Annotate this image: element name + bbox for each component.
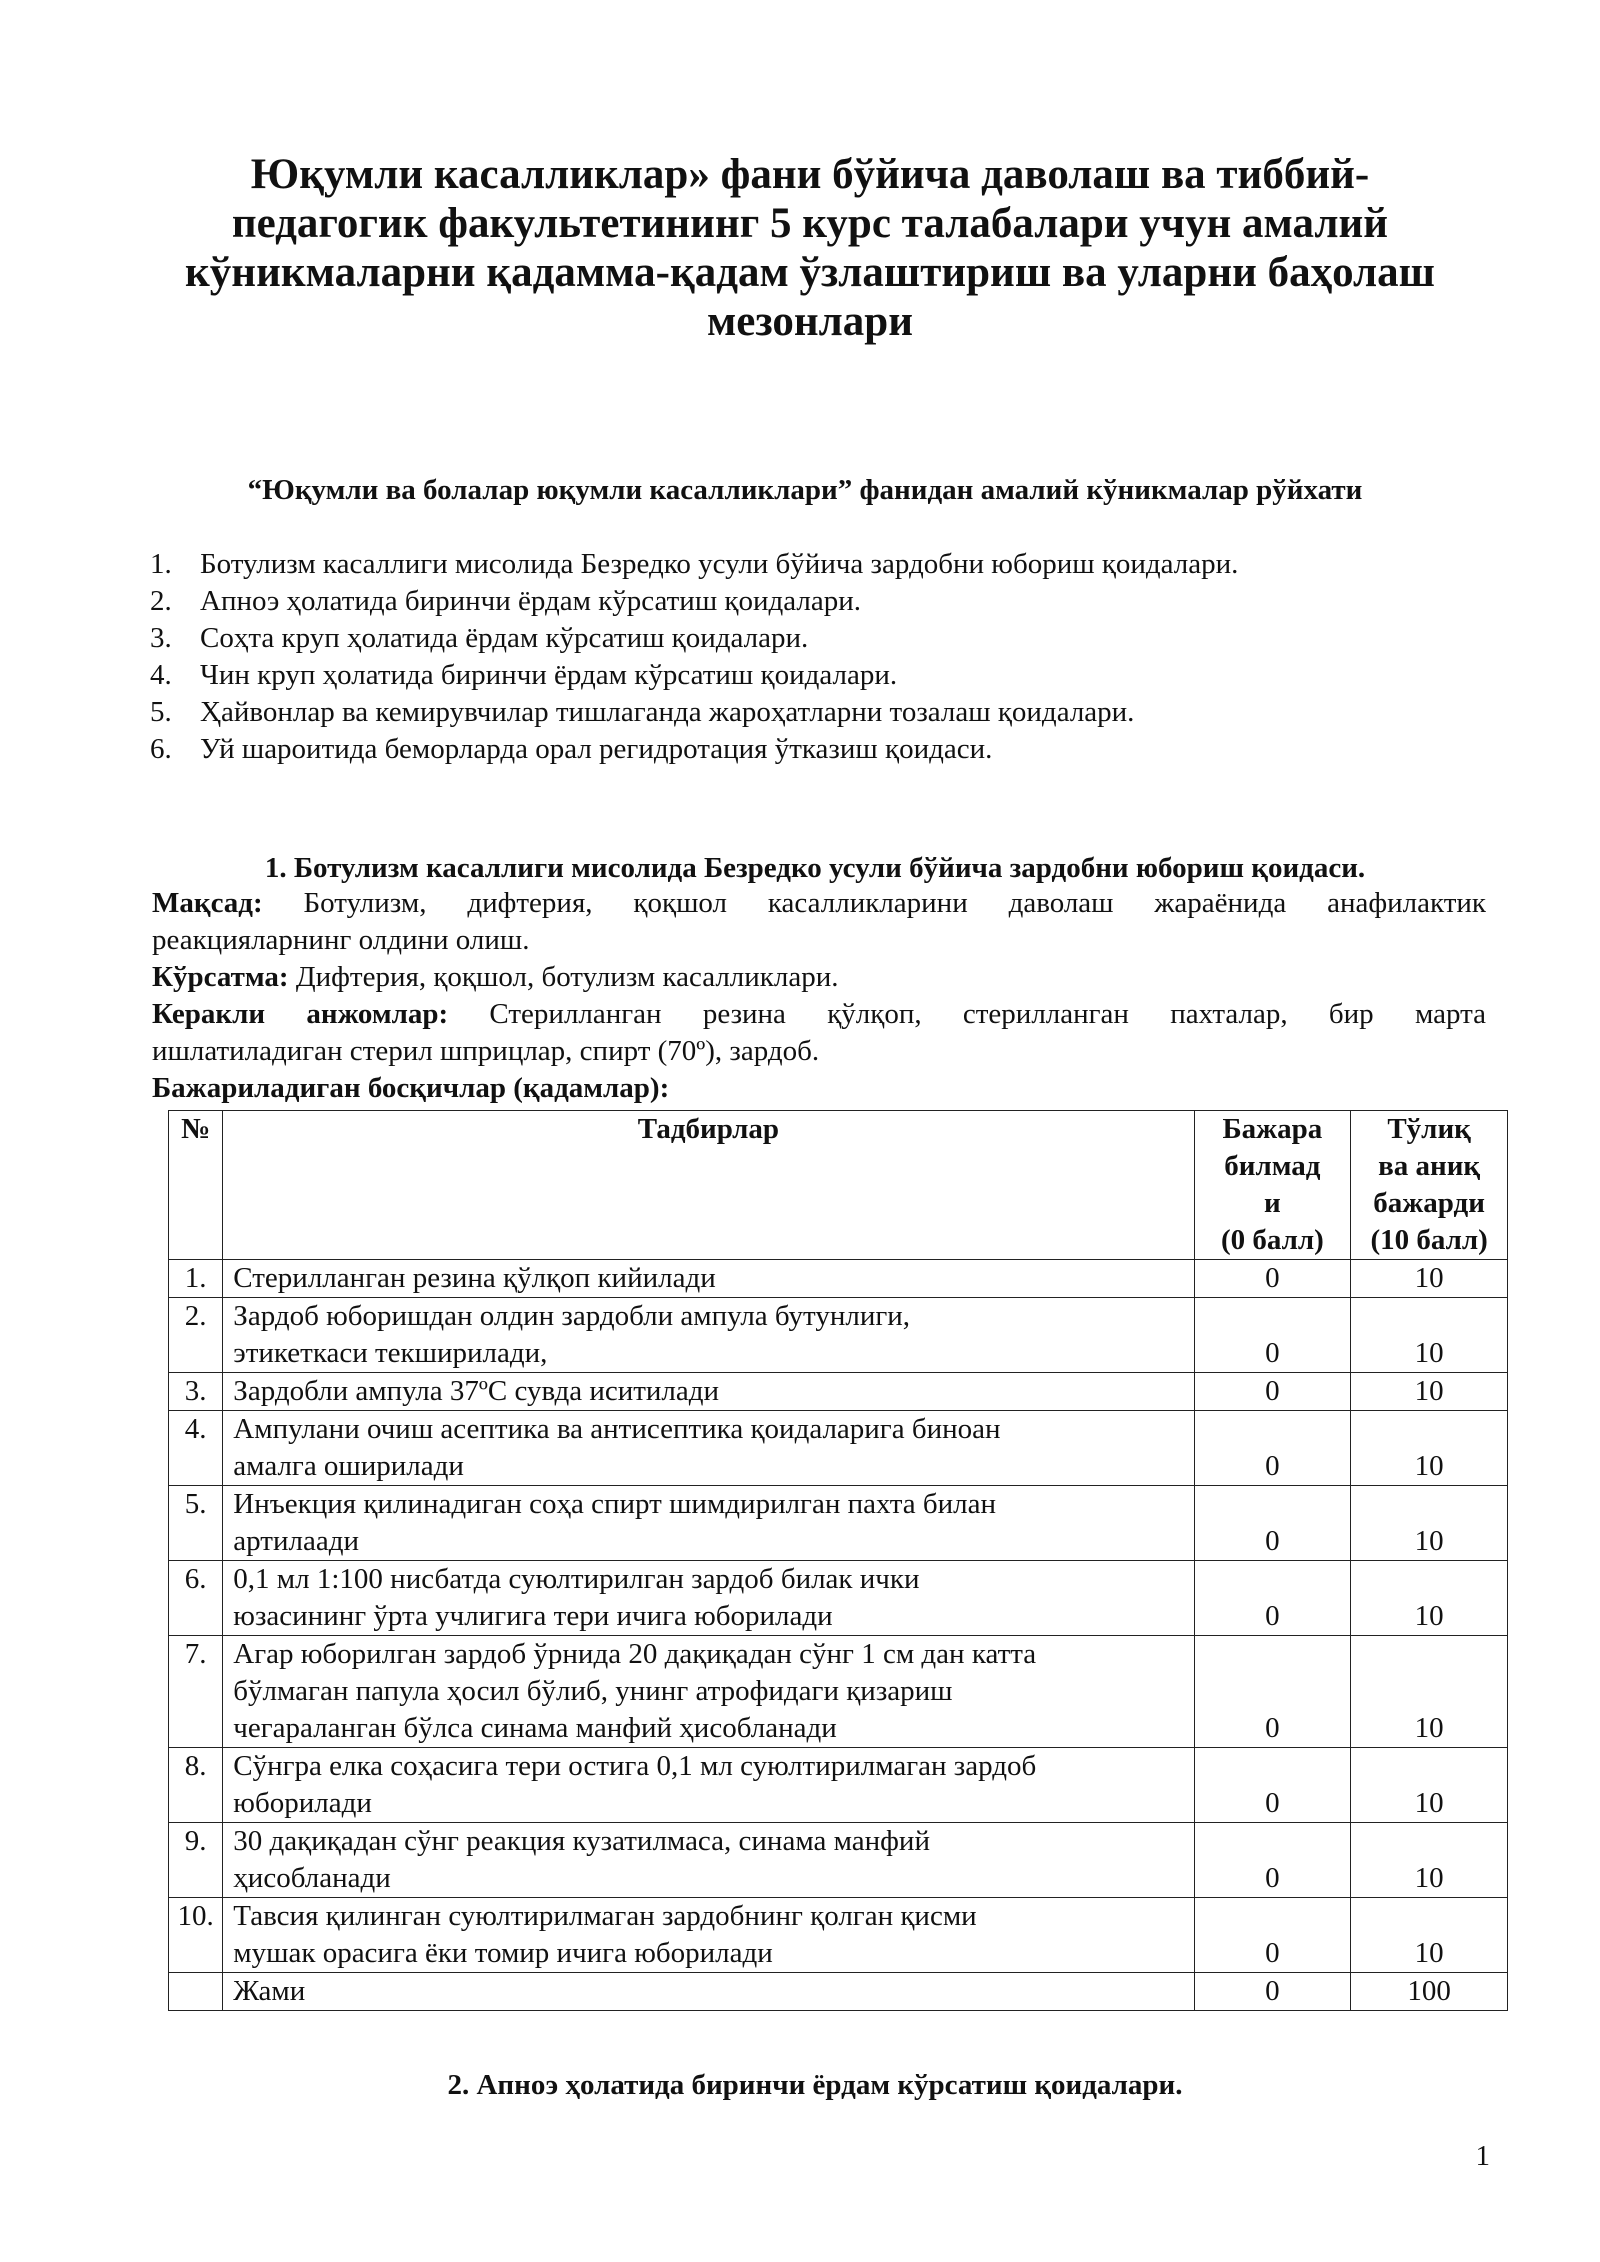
title-line: кўникмаларни қадамма-қадам ўзлаштириш ва уларни баҳолаш <box>185 249 1435 296</box>
list-item-text: Чин круп ҳолатида биринчи ёрдам кўрсатиш қоидалари. <box>200 659 898 691</box>
row-action <box>223 1823 1194 1898</box>
steps-table <box>168 1110 1508 2011</box>
header-text: бажарди <box>1373 1187 1485 1219</box>
row-action <box>223 1561 1194 1636</box>
row-action <box>223 1298 1194 1373</box>
row-fail-score: 0 <box>1194 1636 1351 1748</box>
table-row <box>169 1298 1508 1373</box>
row-full-score: 10 <box>1351 1823 1508 1898</box>
row-action <box>223 1486 1194 1561</box>
row-action-line: Зардобли ампула 37ºС сувда иситилади <box>233 1375 720 1407</box>
list-item-text: Апноэ ҳолатида биринчи ёрдам кўрсатиш қоидалари. <box>200 585 862 617</box>
header-text: Бажара <box>1222 1113 1323 1145</box>
row-number: 4. <box>169 1411 223 1486</box>
table-row <box>169 1260 1508 1298</box>
row-action-line: юборилади <box>233 1787 372 1819</box>
row-number: 9. <box>169 1823 223 1898</box>
row-action-line: 30 дақиқадан сўнг реакция кузатилмаса, синама манфий <box>233 1825 930 1857</box>
row-action-line: амалга оширилади <box>233 1450 464 1482</box>
tools-paragraph <box>152 996 1486 1070</box>
total-label: Жами <box>223 1973 1194 2011</box>
tools-text: Стерилланган резина қўлқоп, стерилланган пахталар, бир марта <box>448 998 1486 1030</box>
goal-label: Мақсад: <box>152 887 263 919</box>
title-line: мезонлари <box>707 298 913 345</box>
row-action-line: ҳисобланади <box>233 1862 391 1894</box>
total-full-score: 100 <box>1351 1973 1508 2011</box>
header-text: Тўлиқ <box>1387 1113 1471 1145</box>
page-number: 1 <box>1475 2140 1490 2172</box>
row-full-score: 10 <box>1351 1260 1508 1298</box>
row-action-line: Сўнгра елка соҳасига тери остига 0,1 мл суюлтирилмаган зардоб <box>233 1750 1037 1782</box>
row-fail-score: 0 <box>1194 1561 1351 1636</box>
row-fail-score: 0 <box>1194 1748 1351 1823</box>
table-header-row <box>169 1111 1508 1260</box>
row-action-line: этикеткаси текширилади, <box>233 1337 548 1369</box>
list-item-number: 3. <box>150 622 172 654</box>
list-item <box>150 620 1480 657</box>
row-number: 7. <box>169 1636 223 1748</box>
list-item-text: Ҳайвонлар ва кемирувчилар тишлаганда жароҳатларни тозалаш қоидалари. <box>200 696 1135 728</box>
list-item-number: 4. <box>150 659 172 691</box>
indication-label: Кўрсатма: <box>152 961 289 993</box>
row-full-score: 10 <box>1351 1486 1508 1561</box>
indication-paragraph <box>152 959 1486 996</box>
row-action-line: Зардоб юборишдан олдин зардобли ампула бутунлиги, <box>233 1300 911 1332</box>
table-row <box>169 1748 1508 1823</box>
list-item-number: 2. <box>150 585 172 617</box>
row-action-line: Агар юборилган зардоб ўрнида 20 дақиқадан сўнг 1 см дан катта <box>233 1638 1037 1670</box>
tools-label: Керакли анжомлар: <box>152 998 449 1030</box>
table-row <box>169 1561 1508 1636</box>
skills-list <box>150 546 1480 768</box>
list-item-number: 1. <box>150 548 172 580</box>
header-text: билмад <box>1224 1150 1321 1182</box>
header-full-score <box>1351 1111 1508 1260</box>
row-number: 1. <box>169 1260 223 1298</box>
list-item <box>150 694 1480 731</box>
list-item <box>150 657 1480 694</box>
row-number: 10. <box>169 1898 223 1973</box>
table-row <box>169 1823 1508 1898</box>
header-text: (0 балл) <box>1220 1224 1324 1256</box>
row-full-score: 10 <box>1351 1898 1508 1973</box>
list-item-number: 6. <box>150 733 172 765</box>
total-fail-score: 0 <box>1194 1973 1351 2011</box>
goal-paragraph <box>152 885 1486 959</box>
list-item <box>150 731 1480 768</box>
row-fail-score: 0 <box>1194 1411 1351 1486</box>
row-fail-score: 0 <box>1194 1298 1351 1373</box>
row-action <box>223 1636 1194 1748</box>
table-total-row <box>169 1973 1508 2011</box>
row-full-score: 10 <box>1351 1636 1508 1748</box>
row-full-score: 10 <box>1351 1748 1508 1823</box>
header-number: № <box>169 1111 223 1260</box>
row-number: 6. <box>169 1561 223 1636</box>
document-title <box>140 150 1480 346</box>
row-action <box>223 1411 1194 1486</box>
row-fail-score: 0 <box>1194 1898 1351 1973</box>
header-fail-score <box>1194 1111 1351 1260</box>
row-full-score: 10 <box>1351 1411 1508 1486</box>
table-row <box>169 1636 1508 1748</box>
list-item-text: Ботулизм касаллиги мисолида Безредко усули бўйича зардобни юбориш қоидалари. <box>200 548 1239 580</box>
row-action-line: 0,1 мл 1:100 нисбатда суюлтирилган зардоб билак ички <box>233 1563 920 1595</box>
steps-heading: Бажариладиган босқичлар (қадамлар): <box>152 1072 670 1104</box>
list-item-text: Соҳта круп ҳолатида ёрдам кўрсатиш қоидалари. <box>200 622 809 654</box>
row-fail-score: 0 <box>1194 1486 1351 1561</box>
list-item-text: Уй шароитида беморларда орал регидротация ўтказиш қоидаси. <box>200 733 993 765</box>
row-fail-score: 0 <box>1194 1260 1351 1298</box>
indication-text: Дифтерия, қоқшол, ботулизм касалликлари. <box>288 961 839 993</box>
tools-text: ишлатиладиган стерил шприцлар, спирт (70º), зардоб. <box>152 1035 820 1067</box>
row-fail-score: 0 <box>1194 1373 1351 1411</box>
row-action <box>223 1748 1194 1823</box>
title-line: Юқумли касалликлар» фани бўйича даволаш ва тиббий- <box>250 151 1370 198</box>
row-number: 3. <box>169 1373 223 1411</box>
row-action-line: артилаади <box>233 1525 359 1557</box>
list-item <box>150 546 1480 583</box>
header-text: и <box>1264 1187 1281 1219</box>
row-action <box>223 1898 1194 1973</box>
row-action <box>223 1260 1194 1298</box>
goal-text: реакцияларнинг олдини олиш. <box>152 924 530 956</box>
table-row <box>169 1486 1508 1561</box>
header-text: (10 балл) <box>1370 1224 1488 1256</box>
section-2-title: 2. Апноэ ҳолатида биринчи ёрдам кўрсатиш қоидалари. <box>447 2069 1183 2101</box>
row-number: 2. <box>169 1298 223 1373</box>
row-action-line: Инъекция қилинадиган соҳа спирт шимдирилган пахта билан <box>233 1488 997 1520</box>
total-number <box>169 1973 223 2011</box>
row-action-line: Тавсия қилинган суюлтирилмаган зардобнинг қолган қисми <box>233 1900 977 1932</box>
row-action-line: юзасининг ўрта учлигига тери ичига юборилади <box>233 1600 833 1632</box>
section-1-title: 1. Ботулизм касаллиги мисолида Безредко усули бўйича зардобни юбориш қоидаси. <box>264 852 1366 884</box>
row-action-line: Ампулани очиш асептика ва антисептика қоидаларига биноан <box>233 1413 1001 1445</box>
table-row <box>169 1898 1508 1973</box>
title-line: педагогик факультетининг 5 курс талабалари учун амалий <box>231 200 1389 247</box>
row-number: 5. <box>169 1486 223 1561</box>
header-text: ва аниқ <box>1378 1150 1481 1182</box>
goal-text: Ботулизм, дифтерия, қоқшол касалликларини даволаш жараёнида анафилактик <box>262 887 1486 919</box>
list-item <box>150 583 1480 620</box>
row-action-line: Стерилланган резина қўлқоп кийилади <box>233 1262 716 1294</box>
table-row <box>169 1373 1508 1411</box>
row-action <box>223 1373 1194 1411</box>
table-row <box>169 1411 1508 1486</box>
header-action: Тадбирлар <box>223 1111 1194 1260</box>
row-full-score: 10 <box>1351 1561 1508 1636</box>
row-full-score: 10 <box>1351 1298 1508 1373</box>
row-action-line: бўлмаган папула ҳосил бўлиб, унинг атрофидаги қизариш <box>233 1675 953 1707</box>
row-action-line: чегараланган бўлса синама манфий ҳисобланади <box>233 1712 837 1744</box>
row-fail-score: 0 <box>1194 1823 1351 1898</box>
row-full-score: 10 <box>1351 1373 1508 1411</box>
skills-list-heading: “Юқумли ва болалар юқумли касалликлари” фанидан амалий кўникмалар рўйхати <box>247 474 1363 506</box>
list-item-number: 5. <box>150 696 172 728</box>
row-number: 8. <box>169 1748 223 1823</box>
row-action-line: мушак орасига ёки томир ичига юборилади <box>233 1937 773 1969</box>
